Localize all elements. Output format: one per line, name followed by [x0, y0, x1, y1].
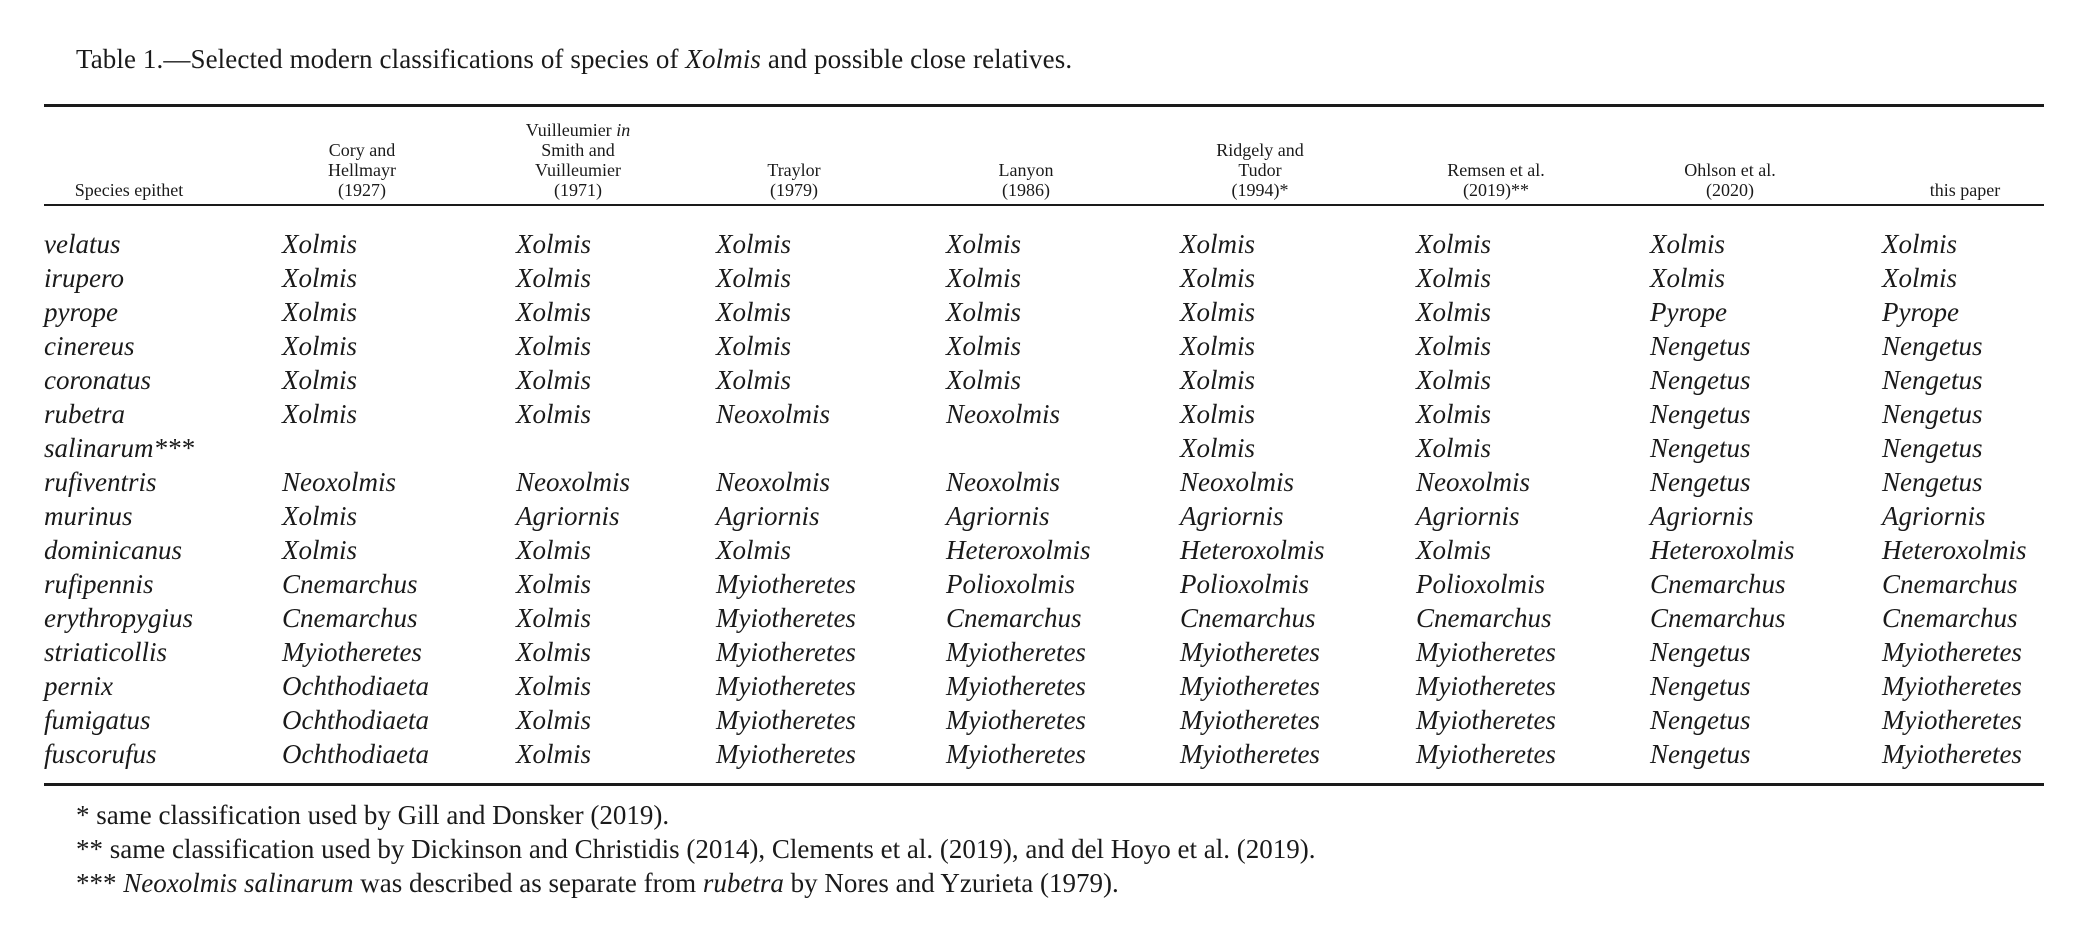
genus-cell: Myiotheretes: [716, 739, 856, 769]
genus-cell: Xolmis: [282, 297, 358, 327]
genus-cell: Xolmis: [1180, 263, 1256, 293]
footnote-3-part: was described as separate from: [353, 868, 703, 898]
genus-cell: Nengetus: [1650, 467, 1751, 497]
genus-cell: Heteroxolmis: [1650, 535, 1795, 565]
genus-cell: Cnemarchus: [1882, 603, 2018, 633]
genus-cell: Xolmis: [1416, 365, 1492, 395]
genus-cell: Nengetus: [1650, 399, 1751, 429]
footnote-1: * same classification used by Gill and Donsker (2019).: [76, 800, 670, 830]
genus-cell: Xolmis: [1882, 263, 1958, 293]
genus-cell: Ochthodiaeta: [282, 671, 429, 701]
genus-cell: Xolmis: [282, 501, 358, 531]
table-row: [0, 329, 2090, 363]
genus-cell: Nengetus: [1882, 331, 1983, 361]
genus-cell: Cnemarchus: [1650, 603, 1786, 633]
genus-cell: Xolmis: [516, 603, 592, 633]
genus-cell: Neoxolmis: [946, 467, 1060, 497]
table-caption: [76, 44, 1072, 75]
genus-cell: Neoxolmis: [516, 467, 630, 497]
genus-cell: Xolmis: [516, 705, 592, 735]
genus-cell: Nengetus: [1882, 365, 1983, 395]
genus-cell: Xolmis: [1416, 433, 1492, 463]
genus-cell: Xolmis: [282, 331, 358, 361]
genus-cell: Nengetus: [1650, 739, 1751, 769]
genus-cell: Xolmis: [716, 229, 792, 259]
genus-cell: Xolmis: [516, 569, 592, 599]
genus-cell: Polioxolmis: [1180, 569, 1309, 599]
header-lanyon: Lanyon (1986): [998, 160, 1054, 200]
genus-cell: Myiotheretes: [1882, 637, 2022, 667]
genus-cell: Myiotheretes: [1416, 671, 1556, 701]
genus-cell: Xolmis: [716, 365, 792, 395]
genus-cell: Xolmis: [516, 331, 592, 361]
genus-cell: Cnemarchus: [1180, 603, 1316, 633]
table-row: [0, 635, 2090, 669]
genus-cell: Xolmis: [516, 229, 592, 259]
species-epithet-cell: coronatus: [44, 365, 151, 395]
genus-cell: Pyrope: [1882, 297, 1959, 327]
genus-cell: Neoxolmis: [282, 467, 396, 497]
genus-cell: Neoxolmis: [716, 399, 830, 429]
genus-cell: Xolmis: [1180, 229, 1256, 259]
genus-cell: Myiotheretes: [1882, 671, 2022, 701]
header-species-epithet: Species epithet: [74, 180, 184, 200]
footnote-3-part: by Nores and Yzurieta (1979).: [783, 868, 1119, 898]
genus-cell: Xolmis: [516, 739, 592, 769]
genus-cell: Myiotheretes: [1416, 739, 1556, 769]
genus-cell: Xolmis: [516, 399, 592, 429]
genus-cell: Xolmis: [1416, 331, 1492, 361]
table-row: [0, 669, 2090, 703]
genus-cell: Nengetus: [1882, 467, 1983, 497]
genus-cell: Ochthodiaeta: [282, 705, 429, 735]
genus-cell: Nengetus: [1650, 637, 1751, 667]
table-row: [0, 567, 2090, 601]
genus-cell: Cnemarchus: [1882, 569, 2018, 599]
genus-cell: Cnemarchus: [946, 603, 1082, 633]
genus-cell: Cnemarchus: [282, 569, 418, 599]
genus-cell: Cnemarchus: [282, 603, 418, 633]
genus-cell: Xolmis: [1180, 365, 1256, 395]
genus-cell: Myiotheretes: [716, 603, 856, 633]
table-row: [0, 397, 2090, 431]
genus-cell: Nengetus: [1650, 331, 1751, 361]
genus-cell: Myiotheretes: [946, 671, 1086, 701]
genus-cell: Polioxolmis: [1416, 569, 1545, 599]
genus-cell: Agriornis: [716, 501, 820, 531]
genus-cell: Nengetus: [1650, 671, 1751, 701]
genus-cell: Xolmis: [716, 263, 792, 293]
table-row: [0, 295, 2090, 329]
genus-cell: Xolmis: [1650, 263, 1726, 293]
footnote-3-part: ***: [76, 868, 124, 898]
header-rule: [44, 204, 2044, 206]
bottom-rule: [44, 783, 2044, 786]
genus-cell: Nengetus: [1650, 365, 1751, 395]
genus-cell: Xolmis: [282, 229, 358, 259]
table-row: [0, 703, 2090, 737]
genus-cell: Myiotheretes: [1882, 705, 2022, 735]
genus-cell: Xolmis: [516, 297, 592, 327]
genus-cell: Myiotheretes: [716, 569, 856, 599]
genus-cell: Myiotheretes: [716, 637, 856, 667]
header-cory-hellmayr: Cory and Hellmayr (1927): [328, 140, 396, 200]
species-epithet-cell: erythropygius: [44, 603, 193, 633]
genus-cell: Myiotheretes: [946, 739, 1086, 769]
table-row: [0, 499, 2090, 533]
genus-cell: Xolmis: [716, 297, 792, 327]
genus-cell: Xolmis: [282, 399, 358, 429]
genus-cell: Xolmis: [282, 263, 358, 293]
species-epithet-cell: salinarum***: [44, 433, 195, 463]
caption-genus: Xolmis: [685, 44, 762, 74]
genus-cell: Myiotheretes: [1180, 671, 1320, 701]
genus-cell: Myiotheretes: [1180, 739, 1320, 769]
genus-cell: Myiotheretes: [716, 671, 856, 701]
header-remsen: Remsen et al. (2019)**: [1447, 160, 1545, 200]
genus-cell: Xolmis: [946, 365, 1022, 395]
header-ohlson: Ohlson et al. (2020): [1684, 160, 1776, 200]
species-epithet-cell: rufiventris: [44, 467, 157, 497]
genus-cell: Myiotheretes: [1180, 637, 1320, 667]
genus-cell: Heteroxolmis: [946, 535, 1091, 565]
genus-cell: Neoxolmis: [716, 467, 830, 497]
genus-cell: Xolmis: [1180, 297, 1256, 327]
genus-cell: Xolmis: [716, 535, 792, 565]
genus-cell: Cnemarchus: [1650, 569, 1786, 599]
genus-cell: Xolmis: [1416, 535, 1492, 565]
species-epithet-cell: rufipennis: [44, 569, 154, 599]
genus-cell: Xolmis: [1180, 399, 1256, 429]
table-row: [0, 465, 2090, 499]
genus-cell: Xolmis: [1416, 229, 1492, 259]
footnote-3-part: rubetra: [702, 868, 784, 898]
species-epithet-cell: striaticollis: [44, 637, 168, 667]
species-epithet-cell: fuscorufus: [44, 739, 157, 769]
genus-cell: Xolmis: [282, 535, 358, 565]
table-row: [0, 533, 2090, 567]
genus-cell: Heteroxolmis: [1882, 535, 2027, 565]
genus-cell: Pyrope: [1650, 297, 1727, 327]
genus-cell: Xolmis: [516, 535, 592, 565]
genus-cell: Xolmis: [1882, 229, 1958, 259]
species-epithet-cell: velatus: [44, 229, 121, 259]
genus-cell: Agriornis: [1180, 501, 1284, 531]
genus-cell: Agriornis: [516, 501, 620, 531]
genus-cell: Myiotheretes: [946, 705, 1086, 735]
genus-cell: Xolmis: [1180, 433, 1256, 463]
table-row: [0, 227, 2090, 261]
genus-cell: Agriornis: [946, 501, 1050, 531]
genus-cell: Agriornis: [1650, 501, 1754, 531]
genus-cell: Polioxolmis: [946, 569, 1075, 599]
genus-cell: Xolmis: [1416, 297, 1492, 327]
genus-cell: Xolmis: [1416, 263, 1492, 293]
genus-cell: Nengetus: [1650, 705, 1751, 735]
genus-cell: Xolmis: [716, 331, 792, 361]
species-epithet-cell: fumigatus: [44, 705, 151, 735]
genus-cell: Myiotheretes: [716, 705, 856, 735]
genus-cell: Agriornis: [1416, 501, 1520, 531]
genus-cell: Myiotheretes: [1416, 705, 1556, 735]
footnote-3-part: Neoxolmis salinarum: [123, 868, 354, 898]
genus-cell: Heteroxolmis: [1180, 535, 1325, 565]
caption-prefix: Table 1.—Selected modern classifications of species of: [76, 44, 686, 74]
genus-cell: Nengetus: [1882, 433, 1983, 463]
genus-cell: Xolmis: [1650, 229, 1726, 259]
genus-cell: Myiotheretes: [946, 637, 1086, 667]
genus-cell: Neoxolmis: [946, 399, 1060, 429]
genus-cell: Agriornis: [1882, 501, 1986, 531]
genus-cell: Myiotheretes: [282, 637, 422, 667]
genus-cell: Xolmis: [946, 331, 1022, 361]
genus-cell: Neoxolmis: [1180, 467, 1294, 497]
genus-cell: Xolmis: [1416, 399, 1492, 429]
genus-cell: Xolmis: [516, 263, 592, 293]
header-vuilleumier: Vuilleumier in Smith and Vuilleumier (1971): [525, 120, 631, 200]
species-epithet-cell: pernix: [44, 671, 113, 701]
header-ridgely-tudor: Ridgely and Tudor (1994)*: [1216, 140, 1304, 200]
genus-cell: Xolmis: [282, 365, 358, 395]
top-rule: [44, 104, 2044, 107]
genus-cell: Xolmis: [1180, 331, 1256, 361]
table-row: [0, 431, 2090, 465]
genus-cell: Xolmis: [516, 365, 592, 395]
genus-cell: Xolmis: [946, 229, 1022, 259]
species-epithet-cell: rubetra: [44, 399, 125, 429]
footnote-3: [76, 868, 1119, 899]
table-row: [0, 363, 2090, 397]
genus-cell: Myiotheretes: [1882, 739, 2022, 769]
species-epithet-cell: dominicanus: [44, 535, 182, 565]
genus-cell: Xolmis: [946, 263, 1022, 293]
footnote-2: ** same classification used by Dickinson and Christidis (2014), Clements et al. (2019), and del Hoyo et al. (2019).: [76, 834, 1316, 864]
genus-cell: Xolmis: [516, 637, 592, 667]
header-this-paper: this paper: [1929, 180, 2001, 200]
genus-cell: Cnemarchus: [1416, 603, 1552, 633]
table-row: [0, 737, 2090, 771]
species-epithet-cell: pyrope: [44, 297, 118, 327]
caption-suffix: and possible close relatives.: [761, 44, 1073, 74]
header-traylor: Traylor (1979): [767, 160, 821, 200]
genus-cell: Neoxolmis: [1416, 467, 1530, 497]
table-row: [0, 601, 2090, 635]
genus-cell: Myiotheretes: [1180, 705, 1320, 735]
genus-cell: Ochthodiaeta: [282, 739, 429, 769]
table-row: [0, 261, 2090, 295]
genus-cell: Nengetus: [1882, 399, 1983, 429]
genus-cell: Xolmis: [946, 297, 1022, 327]
species-epithet-cell: cinereus: [44, 331, 135, 361]
genus-cell: Myiotheretes: [1416, 637, 1556, 667]
genus-cell: Nengetus: [1650, 433, 1751, 463]
species-epithet-cell: murinus: [44, 501, 133, 531]
species-epithet-cell: irupero: [44, 263, 124, 293]
genus-cell: Xolmis: [516, 671, 592, 701]
